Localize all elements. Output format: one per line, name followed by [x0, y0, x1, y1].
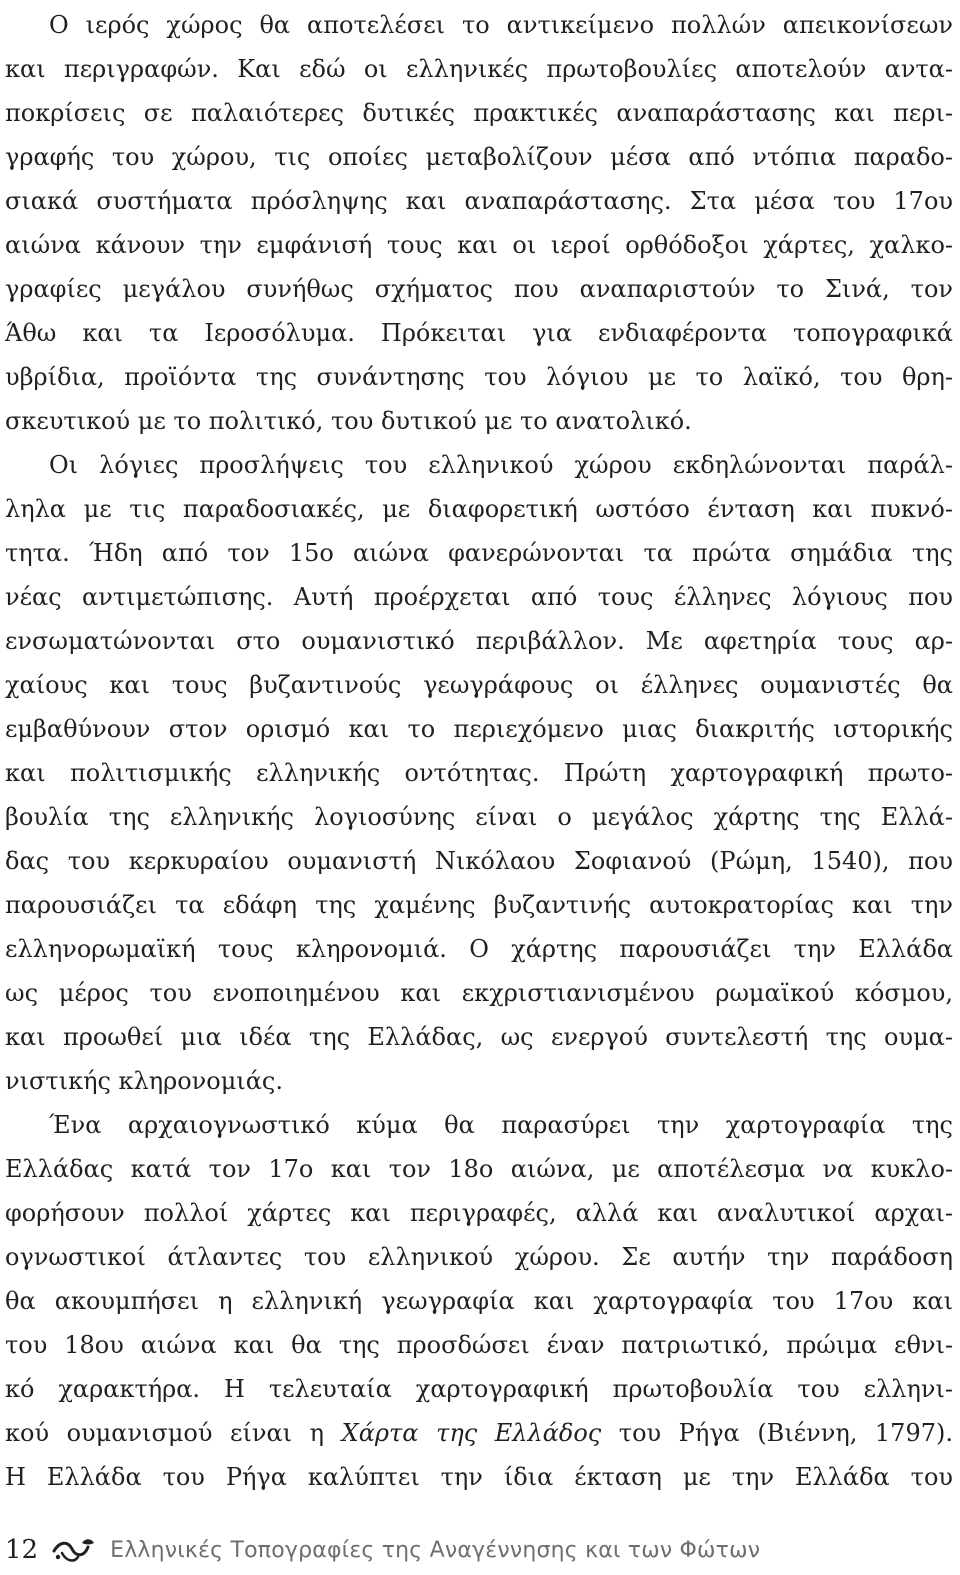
text-line: δας του κερκυραίου ουμανιστή Νικόλαου Σοφιανού (Ρώμη, 1540), που — [5, 847, 953, 875]
running-title: Ελληνικές Τοπογραφίες της Αναγέννησης και των Φώτων — [110, 1537, 761, 1563]
text-line — [5, 1411, 953, 1455]
text-line: και περιγραφών. Και εδώ οι ελληνικές πρωτοβουλίες αποτελούν αντα- — [5, 55, 953, 83]
text-line: Η Ελλάδα του Ρήγα καλύπτει την ίδια έκταση με την Ελλάδα του — [5, 1463, 953, 1491]
text-line: αιώνα κάνουν την εμφάνισή τους και οι ιεροί ορθόδοξοι χάρτες, χαλκο- — [5, 231, 953, 259]
body-text — [5, 3, 953, 1499]
text-line: ληλα με τις παραδοσιακές, με διαφορετική ωστόσο ένταση και πυκνό- — [5, 495, 953, 523]
text-line: χαίους και τους βυζαντινούς γεωγράφους οι έλληνες ουμανιστές θα — [5, 671, 953, 699]
page-footer — [5, 1530, 953, 1570]
text-line: παρουσιάζει τα εδάφη της χαμένης βυζαντινής αυτοκρατορίας και την — [5, 891, 953, 919]
map-title-italic: Χάρτα της Ελλάδος — [341, 1419, 602, 1447]
text-run: κού ουμανισμού είναι η — [5, 1419, 342, 1447]
text-line: υβρίδια, προϊόντα της συνάντησης του λόγιου με το λαϊκό, του θρη- — [5, 363, 953, 391]
text-line: ογνωστικοί άτλαντες του ελληνικού χώρου. Σε αυτήν την παράδοση — [5, 1243, 953, 1271]
text-line: νιστικής κληρονομιάς. — [5, 1067, 283, 1095]
text-line: γραφής του χώρου, τις οποίες μεταβολίζουν μέσα από ντόπια παραδο- — [5, 143, 953, 171]
text-line: και πολιτισμικής ελληνικής οντότητας. Πρώτη χαρτογραφική πρωτο- — [5, 759, 953, 787]
text-line: τητα. Ήδη από τον 15ο αιώνα φανερώνονται τα πρώτα σημάδια της — [5, 539, 953, 567]
text-line: θα ακουμπήσει η ελληνική γεωγραφία και χαρτογραφία του 17ου και — [5, 1287, 953, 1315]
text-line: φορήσουν πολλοί χάρτες και περιγραφές, αλλά και αναλυτικοί αρχαι- — [5, 1199, 953, 1227]
text-line: σιακά συστήματα πρόσληψης και αναπαράστασης. Στα μέσα του 17ου — [5, 187, 953, 215]
text-line: και προωθεί μια ιδέα της Ελλάδας, ως ενεργού συντελεστή της ουμα- — [5, 1023, 953, 1051]
text-line: βουλία της ελληνικής λογιοσύνης είναι ο μεγάλος χάρτης της Ελλά- — [5, 803, 953, 831]
text-line: Ο ιερός χώρος θα αποτελέσει το αντικείμενο πολλών απεικονίσεων — [49, 11, 953, 39]
text-line: Οι λόγιες προσλήψεις του ελληνικού χώρου εκδηλώνονται παράλ- — [49, 451, 953, 479]
text-line: του 18ου αιώνα και θα της προσδώσει έναν πατριωτικό, πρώιμα εθνι- — [5, 1331, 953, 1359]
text-line: Άθω και τα Ιεροσόλυμα. Πρόκειται για ενδιαφέροντα τοπογραφικά — [5, 319, 953, 347]
text-line: κό χαρακτήρα. Η τελευταία χαρτογραφική πρωτοβουλία του ελληνι- — [5, 1375, 953, 1403]
text-run: του Ρήγα (Βιέννη, 1797). — [601, 1419, 953, 1447]
text-line: Ελλάδας κατά τον 17ο και τον 18ο αιώνα, με αποτέλεσμα να κυκλο- — [5, 1155, 953, 1183]
text-line: ως μέρος του ενοποιημένου και εκχριστιανισμένου ρωμαϊκού κόσμου, — [5, 979, 953, 1007]
text-line: νέας αντιμετώπισης. Αυτή προέρχεται από τους έλληνες λόγιους που — [5, 583, 953, 611]
text-line: ποκρίσεις σε παλαιότερες δυτικές πρακτικές αναπαράστασης και περι- — [5, 99, 953, 127]
text-line: ενσωματώνονται στο ουμανιστικό περιβάλλον. Με αφετηρία τους αρ- — [5, 627, 953, 655]
text-line: ελληνορωμαϊκή τους κληρονομιά. Ο χάρτης παρουσιάζει την Ελλάδα — [5, 935, 953, 963]
text-line: γραφίες μεγάλου συνήθως σχήματος που αναπαριστούν το Σινά, τον — [5, 275, 953, 303]
text-line: σκευτικού με το πολιτικό, του δυτικού με το ανατολικό. — [5, 407, 692, 435]
leaf-ornament-icon — [52, 1535, 96, 1565]
text-line: εμβαθύνουν στον ορισμό και το περιεχόμενο μιας διακριτής ιστορικής — [5, 715, 953, 743]
page-number: 12 — [5, 1535, 39, 1565]
text-line: Ένα αρχαιογνωστικό κύμα θα παρασύρει την χαρτογραφία της — [49, 1111, 953, 1139]
